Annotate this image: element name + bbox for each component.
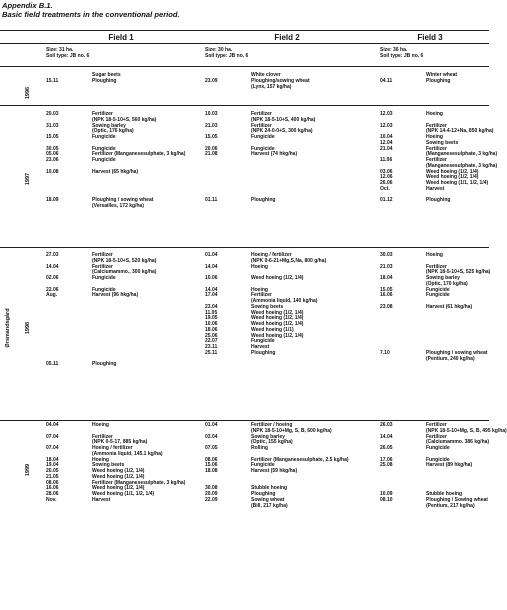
treatment-text: Harvest (89 hkg/ha) [426,462,473,469]
treatment-date: 15.06 [205,462,218,469]
treatment-date: 23.08 [380,303,393,310]
treatment-date: 25.06 [205,332,218,339]
treatment-date: Nov. [46,496,57,503]
treatment-date: 08.06 [205,456,218,463]
treatment-text: Ploughing / sowing wheat [92,197,154,204]
treatment-date: 16.06 [46,485,59,492]
treatment-text: Ploughing [251,349,276,356]
treatment-date: 05.06 [46,151,59,158]
treatment-date: 21.05 [46,473,59,480]
field-1-header: Field 1 [108,33,134,42]
treatment-text: Fertilizer (Manganesesulphate, 2.5 kg/ha) [251,456,349,463]
treatment-date: 26.05 [380,445,393,451]
treatment-date: 14.04 [205,286,218,293]
treatment-text: Fungicide [92,275,116,281]
treatment-text: Ploughing/sowing wheat [251,77,310,84]
treatment-text: Fungicide [426,456,450,463]
treatment-text: Sowing beets [426,139,459,146]
treatment-text: Harvest [92,496,111,503]
treatment-date: 30.05 [46,145,59,152]
treatment-text: (NPK 18-5-10+S, 520 kg/ha) [92,257,157,264]
treatment-date: 08.06 [46,479,59,486]
treatment-date: 01.12 [380,197,393,204]
treatment-text: Hoeing / fertilizer [92,445,133,451]
treatment-date: 14.04 [380,433,393,440]
treatment-date: 21.03 [380,263,393,270]
treatment-text: (NPK 18-5-10+S, 400 kg/ha) [251,116,316,123]
treatment-text: Sugar beets [92,72,121,78]
treatment-text: Fertilizer (Manganesesulphate, 3 kg/ha) [92,479,186,486]
treatment-date: 19.05 [205,315,218,322]
treatment-text: Sowing barley [251,433,285,440]
treatment-text: Weed hoeing (1/2, 1/4) [251,275,304,281]
treatment-text: Fungicide [92,157,116,163]
treatment-text: (NPK 18-5-10+S, 525 kg/ha) [426,269,491,276]
treatment-text: Fertilizer [426,263,447,270]
treatment-date: 16.06 [380,292,393,299]
treatment-date: 19.04 [46,462,59,469]
treatment-date: 01.04 [205,422,218,428]
treatment-text: Fertilizer / hoeing [251,422,293,428]
treatment-text: Harvest (96 hkg/ha) [92,292,139,299]
treatment-text: Fungicide [251,338,275,345]
treatment-text: Harvest [251,344,270,350]
field-1-meta [46,47,89,59]
treatment-date: 31.03 [46,122,59,129]
treatment-date: 18.06 [205,326,218,333]
treatment-date: 23.04 [205,303,218,310]
year-label: 1998 [25,321,31,335]
treatment-text: Harvest [426,185,445,192]
field-3-meta [380,47,423,59]
treatment-date: 18.04 [380,275,393,281]
treatment-text: Ploughing [92,361,117,368]
treatment-date: 07.04 [46,445,59,451]
treatment-date: 12.03 [380,122,393,129]
treatment-text: (NPK 18-5-10+Mg, S, B, 600 kg/ha) [251,427,332,434]
treatment-text: Fertilizer [426,157,447,163]
treatment-text: Rolling [251,445,268,451]
field-2-size: Size: 30 ha. [205,47,233,53]
treatment-text: Stubble hoeing [426,491,463,497]
treatment-text: (Optic, 170 kg/ha) [426,280,468,287]
treatment-text: Sowing barley [426,275,460,281]
treatment-date: 30.03 [380,252,393,258]
treatment-text: (Pentium, 217 kg/ha) [426,502,475,509]
header-rule [0,43,489,44]
treatment-text: Weed hoeing (1/2, 1/4) [92,468,145,474]
treatment-text: (Pentium, 240 kg/ha) [426,355,475,362]
treatment-text: Weed hoeing (1/2, 1/4) [426,168,479,175]
treatment-date: 22.07 [205,338,218,345]
treatment-text: Fertilizer [251,292,272,299]
treatment-text: (NPK 0-6-21+Mg,S,Na, 800 g/ha) [251,257,327,264]
treatment-text: Fungicide [92,145,116,152]
treatment-date: 15.11 [46,77,59,84]
treatment-date: 17.06 [380,456,393,463]
treatment-date: 08.10 [380,496,393,503]
treatment-date: 23.09 [205,77,218,84]
treatment-date: 12.06 [380,174,393,181]
field-1-soil: Soil type: JB no. 6 [46,53,90,59]
treatment-text: Fertilizer [92,263,113,270]
treatment-date: 22.06 [46,286,59,293]
treatment-date: 20.05 [46,468,59,474]
treatment-text: (Manganesesulphate, 3 kg/ha) [426,162,498,169]
treatment-text: Weed hoeing (1/2, 1/4) [92,485,145,492]
treatment-text: Weed hoeing (1/2, 1/4) [251,309,304,316]
treatment-date: 20.03 [46,111,59,117]
treatment-text: Fertilizer [426,122,447,129]
treatment-text: Sowing barley [92,122,126,129]
treatment-text: Fungicide [426,445,450,451]
treatment-text: (NPK 24-0-0+S, 300 kg/ha) [251,128,313,135]
treatment-text: Ploughing / sowing wheat [426,349,488,356]
treatment-text: (Manganesesulphate, 3 kg/ha) [426,151,498,158]
treatment-date: 12.03 [380,111,393,117]
treatment-date: 10.09 [380,491,393,497]
year-rule-1998 [0,247,489,248]
treatment-text: Weed hoeing (1/1) [251,326,294,333]
treatment-date: 10.08 [46,168,59,175]
year-label: 1997 [25,172,31,186]
treatment-date: 18.09 [46,197,59,204]
treatment-text: Ploughing / Sowing wheat [426,496,488,503]
year-label: 1996 [25,86,31,100]
treatment-text: Fertilizer [251,122,272,129]
treatment-text: (Bill, 217 kg/ha) [251,502,288,509]
treatment-date: 03.04 [205,433,218,440]
treatment-text: Hoeing [92,456,109,463]
treatment-text: (NPK 0-5-17, 885 kg/ha) [92,439,148,446]
field-3-soil: Soil type: JB no. 6 [380,53,424,59]
farm-label-vertical: Ørsmandsgård [5,308,11,348]
treatment-text: (Optic, 155 kg/ha) [251,439,293,446]
treatment-text: Hoeing / fertilizer [251,252,292,258]
treatment-text: Ploughing [92,77,117,84]
year-rule-1999 [0,420,489,421]
treatment-text: Fertilizer [92,433,113,440]
treatment-date: 20.09 [205,491,218,497]
treatment-text: Stubble hoeing [251,485,288,492]
treatment-text: (NPK 18-5-10+Mg, S, B, 495 kg/ha) [426,427,507,434]
treatment-text: Fertilizer [426,433,447,440]
treatment-text: Fertilizer [92,111,113,117]
treatment-text: Fertilizer [426,145,447,152]
treatment-text: Fungicide [426,286,450,293]
treatment-text: Hoeing [251,286,268,293]
treatment-text: Sowing beets [92,462,125,469]
treatment-text: Fertilizer [251,111,272,117]
treatment-text: Hoeing [426,134,443,140]
treatment-date: 22.09 [205,496,218,503]
treatment-text: Harvest (59 hkg/ha) [251,468,298,474]
treatment-text: Harvest (65 hkg/ha) [92,168,139,175]
treatment-date: 23.06 [46,157,59,163]
treatment-text: Harvest (61 hkg/ha) [426,303,473,310]
treatment-text: Fertilizer [426,422,447,428]
treatment-date: 05.11 [46,361,59,368]
treatment-date: 23.11 [205,344,218,350]
treatment-text: Weed hoeing (1/2, 1/4) [92,473,145,480]
treatment-date: 04.04 [46,422,59,428]
treatment-text: Weed hoeing (1/1, 1/2, 1/4) [92,491,155,497]
treatment-text: Weed hoeing (1/1, 1/2, 1/4) [426,180,489,186]
treatment-text: (Optic, 176 kg/ha) [92,128,134,135]
treatment-text: (NPK 14-4-12+Na, 850 kg/ha) [426,128,494,135]
treatment-text: Sowing beets [251,303,284,310]
treatment-date: 26.06 [380,180,393,186]
treatment-text: Weed hoeing (1/2, 1/4) [251,315,304,322]
treatment-text: Ploughing [426,197,451,204]
treatment-date: 21.03 [205,122,218,129]
treatment-date: 12.04 [380,139,393,146]
treatment-date: Oct. [380,185,390,192]
treatment-date: 03.06 [380,168,393,175]
treatment-date: 14.04 [46,263,59,270]
treatment-date: 11.06 [380,157,393,163]
treatment-text: Hoeing [426,111,443,117]
treatment-text: Weed hoeing (1/2, 1/4) [251,332,304,339]
treatment-date: Aug. [46,292,58,299]
treatment-date: 25.11 [205,349,218,356]
treatment-date: 10.03 [205,111,218,117]
treatment-text: Ploughing [251,491,276,497]
field-1-size: Size: 31 ha. [46,47,74,53]
treatment-text: (Lynx, 157 kg/ha) [251,83,292,90]
treatment-text: Hoeing [92,422,109,428]
treatment-text: (Versailles, 172 kg/ha) [92,203,144,209]
treatment-text: Weed hoeing (1/2, 1/4) [251,321,304,327]
treatment-text: (Ammonia liquid, 140 kg/ha) [251,298,318,304]
treatment-text: Winter wheat [426,72,458,78]
field-3-header: Field 3 [417,33,443,42]
treatment-date: 15.05 [205,134,218,140]
treatment-date: 07.04 [46,433,59,440]
treatment-text: Harvest (74 hkg/ha) [251,151,298,158]
treatment-text: Ploughing [251,197,276,204]
year-rule-top [0,66,489,67]
treatment-text: (Ammonia liquid, 145.1 kg/ha) [92,450,163,457]
treatment-text: Hoeing [251,263,268,270]
document-title: Basic field treatments in the conventional period. [2,10,180,19]
year-rule-1997 [0,105,489,106]
treatment-date: 21.04 [380,145,393,152]
treatment-text: Fertilizer [92,252,113,258]
treatment-text: Ploughing [426,77,451,84]
treatment-date: 27.03 [46,252,59,258]
treatment-date: 17.04 [205,292,218,299]
treatment-date: 20.06 [205,145,218,152]
appendix-label: Appendix B.1. [2,1,53,10]
treatment-text: Sowing wheat [251,496,285,503]
treatment-text: Fungicide [92,134,116,140]
treatment-text: (Calciumammo., 300 kg/ha) [92,269,157,276]
treatment-date: 28.06 [46,491,59,497]
field-2-soil: Soil type: JB no. 6 [205,53,249,59]
treatment-date: 30.08 [205,485,218,492]
treatment-text: White clover [251,72,281,78]
treatment-text: (NPK 18-5-10+S, 560 kg/ha) [92,116,157,123]
treatment-text: Weed hoeing (1/2, 1/4) [426,174,479,181]
treatment-text: Fungicide [251,134,275,140]
treatment-date: 15.05 [46,134,59,140]
treatment-text: (Calciumammo. 386 kg/ha) [426,439,490,446]
treatment-date: 10.06 [205,321,218,327]
treatment-date: 18.08 [205,468,218,474]
treatment-date: 04.11 [380,77,393,84]
treatment-date: 01.11 [205,197,218,204]
table-top-rule [0,30,489,31]
treatment-date: 26.03 [380,422,393,428]
treatment-text: Fungicide [251,145,275,152]
field-2-header: Field 2 [274,33,300,42]
treatment-text: Fungicide [251,462,275,469]
treatment-text: Hoeing [426,252,443,258]
field-3-size: Size: 36 ha. [380,47,408,53]
treatment-date: 02.06 [46,275,59,281]
treatment-text: Fungicide [92,286,116,293]
treatment-date: 15.05 [380,286,393,293]
treatment-date: 7.10 [380,349,390,356]
treatment-text: Fungicide [426,292,450,299]
treatment-date: 07.05 [205,445,218,451]
treatment-date: 14.04 [205,263,218,270]
field-2-meta [205,47,248,59]
treatment-date: 25.08 [380,462,393,469]
treatment-date: 11.05 [205,309,218,316]
treatment-date: 21.08 [205,151,218,158]
treatment-date: 18.04 [46,456,59,463]
treatment-date: 10.04 [380,134,393,140]
treatment-date: 10.06 [205,275,218,281]
treatment-text: Fertilizer (Manganesesulphate, 3 kg/ha) [92,151,186,158]
treatment-date: 01.04 [205,252,218,258]
year-label: 1999 [25,463,31,477]
